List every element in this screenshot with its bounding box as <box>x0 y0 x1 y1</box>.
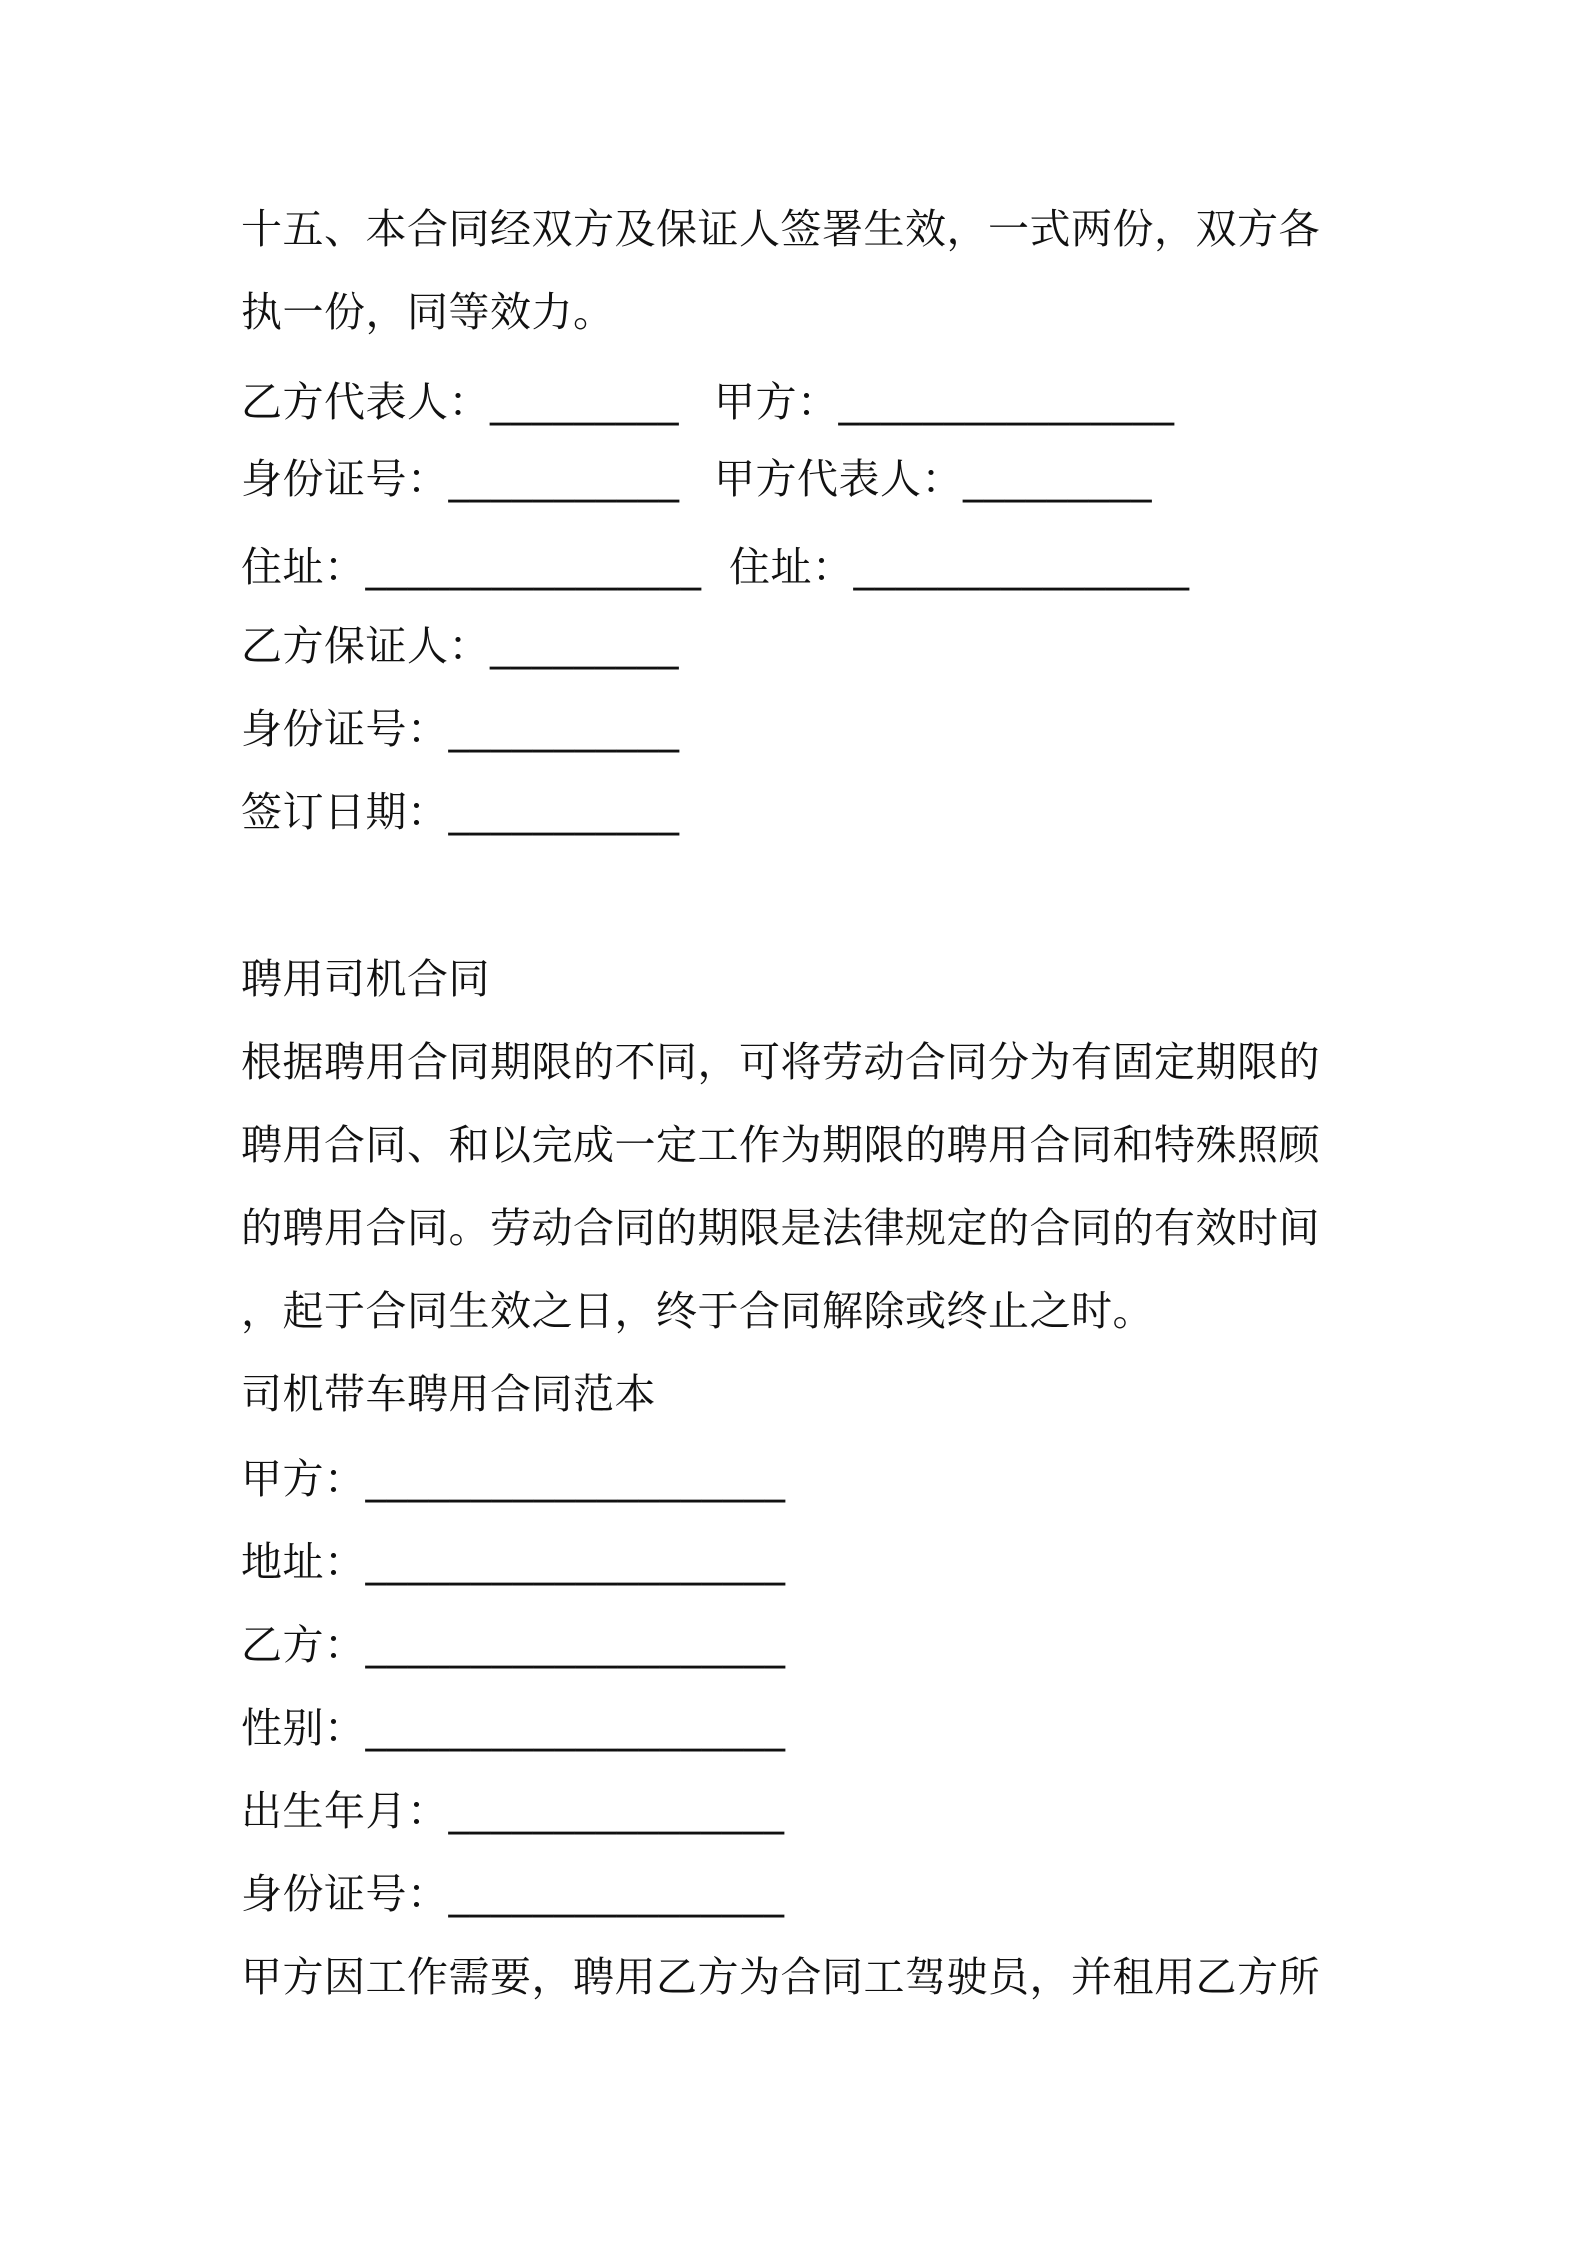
article-line-2: 聘用合同、和以完成一定工作为期限的聘用合同和特殊照顾 <box>241 1121 1320 1169</box>
article-line-4: ，起于合同生效之日，终于合同解除或终止之时。 <box>241 1287 1154 1335</box>
party-a-field: 甲方：________________ <box>714 378 1175 426</box>
intro-line: 甲方因工作需要，聘用乙方为合同工驾驶员，并租用乙方所 <box>241 1953 1320 2001</box>
clause-15-line-1: 十五、本合同经双方及保证人签署生效，一式两份，双方各 <box>241 205 1320 253</box>
template-title: 司机带车聘用合同范本 <box>241 1370 656 1418</box>
article-line-1: 根据聘用合同期限的不同，可将劳动合同分为有固定期限的 <box>241 1038 1320 1086</box>
article-title: 聘用司机合同 <box>241 955 490 1003</box>
article-line-3: 的聘用合同。劳动合同的期限是法律规定的合同的有效时间 <box>241 1204 1320 1252</box>
field-gender: 性别：____________________ <box>241 1704 786 1752</box>
field-party-a: 甲方：____________________ <box>241 1455 786 1503</box>
field-birth-date: 出生年月：________________ <box>241 1787 785 1835</box>
guarantor-id-field: 身份证号：___________ <box>241 705 680 753</box>
clause-15-line-2: 执一份，同等效力。 <box>241 288 615 336</box>
party-a-representative-field: 甲方代表人：_________ <box>714 455 1152 503</box>
party-b-representative-field: 乙方代表人：_________ <box>241 378 679 426</box>
party-a-address-field: 住址：________________ <box>729 543 1190 591</box>
field-address: 地址：____________________ <box>241 1538 786 1586</box>
field-id-number: 身份证号：________________ <box>241 1870 785 1918</box>
guarantor-field: 乙方保证人：_________ <box>241 622 679 670</box>
party-b-address-field: 住址：________________ <box>241 543 702 591</box>
sign-date-field: 签订日期：___________ <box>241 788 680 836</box>
field-party-b: 乙方：____________________ <box>241 1621 786 1669</box>
party-b-id-field: 身份证号：___________ <box>241 455 680 503</box>
